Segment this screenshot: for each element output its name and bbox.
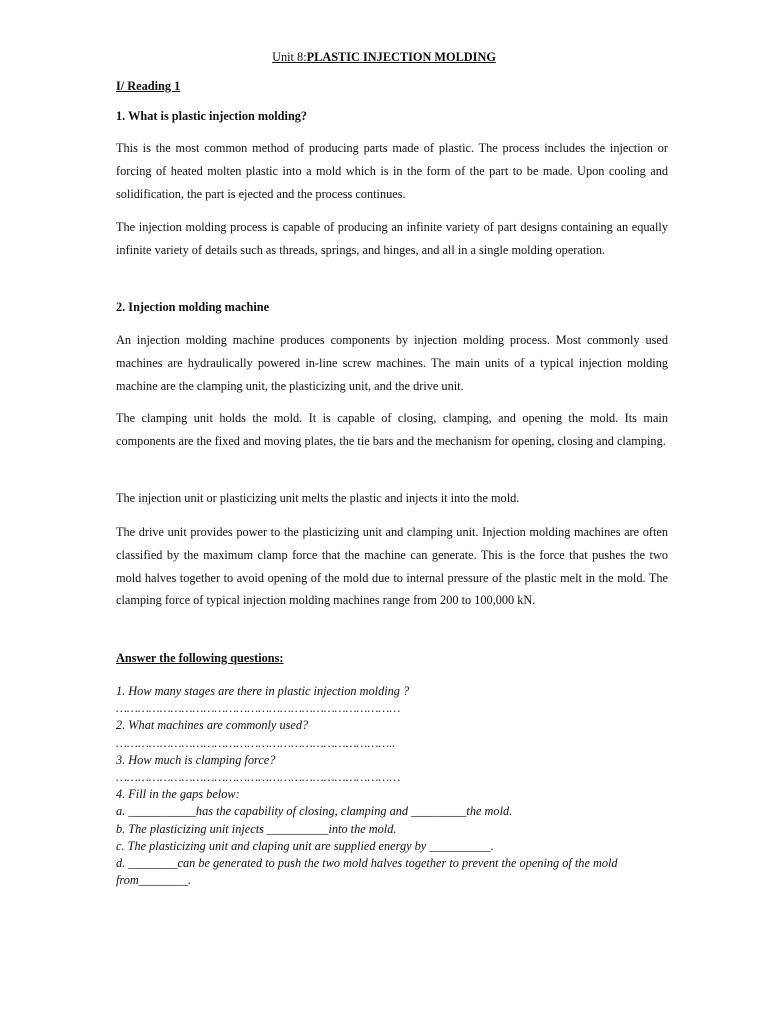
question-4c: c. The plasticizing unit and claping unit are supplied energy by __________. [116, 838, 494, 853]
question-4d: d. ________can be generated to push the two mold halves together to prevent the opening of the mold from________. [116, 856, 618, 888]
question-3-answer-line: …………………………………………………………………… [116, 770, 401, 785]
section2-heading: 2. Injection molding machine [116, 300, 270, 314]
section2-paragraph-3: The injection unit or plasticizing unit melts the plastic and injects it into the mold. [116, 491, 520, 505]
question-1-answer-line: …………………………………………………………………… [116, 701, 401, 716]
question-2: 2. What machines are commonly used? [116, 718, 309, 733]
title-main: PLASTIC INJECTION MOLDING [306, 50, 496, 64]
reading-heading: I/ Reading 1 [116, 79, 181, 93]
section2-paragraph-2: The clamping unit holds the mold. It is capable of closing, clamping, and opening the mold. Its main components are the fixed and moving plates, the tie bars and the mechanism for opening, closing and clamping. [116, 411, 668, 448]
question-2-answer-line: ………………………………………………………………….. [116, 735, 396, 750]
questions-heading: Answer the following questions: [116, 651, 284, 665]
question-1: 1. How many stages are there in plastic injection molding ? [116, 684, 410, 698]
question-3: 3. How much is clamping force? [116, 752, 276, 767]
question-4a: a. ___________has the capability of closing, clamping and _________the mold. [116, 804, 513, 819]
section2-paragraph-4: The drive unit provides power to the plasticizing unit and clamping unit. Injection molding machines are often classified by the maximum clamp force that the machine can generate. This is the force that pushes the two mold halves together to avoid opening of the mold due to internal pressure of the plastic melt in the mold. The clamping force of typical injection molding machines range from 200 to 100,000 kN. [116, 525, 668, 608]
section1-paragraph-2: The injection molding process is capable of producing an infinite variety of part designs containing an equally infinite variety of details such as threads, springs, and hinges, and all in a single molding operation. [116, 220, 668, 257]
title-prefix: Unit 8: [272, 50, 307, 64]
question-list [116, 683, 668, 889]
page-title [0, 50, 768, 65]
section1-paragraph-1: This is the most common method of producing parts made of plastic. The process includes the injection or forcing of heated molten plastic into a mold which is in the form of the part to be made. Upon cooling and solidification, the part is ejected and the process continues. [116, 141, 668, 201]
section2-paragraph-1: An injection molding machine produces components by injection molding process. Most commonly used machines are hydraulically powered in-line screw machines. The main units of a typical injection molding machine are the clamping unit, the plasticizing unit, and the drive unit. [116, 333, 668, 393]
section1-heading: 1. What is plastic injection molding? [116, 109, 308, 123]
question-4b: b. The plasticizing unit injects __________into the mold. [116, 821, 397, 836]
question-4: 4. Fill in the gaps below: [116, 787, 240, 802]
